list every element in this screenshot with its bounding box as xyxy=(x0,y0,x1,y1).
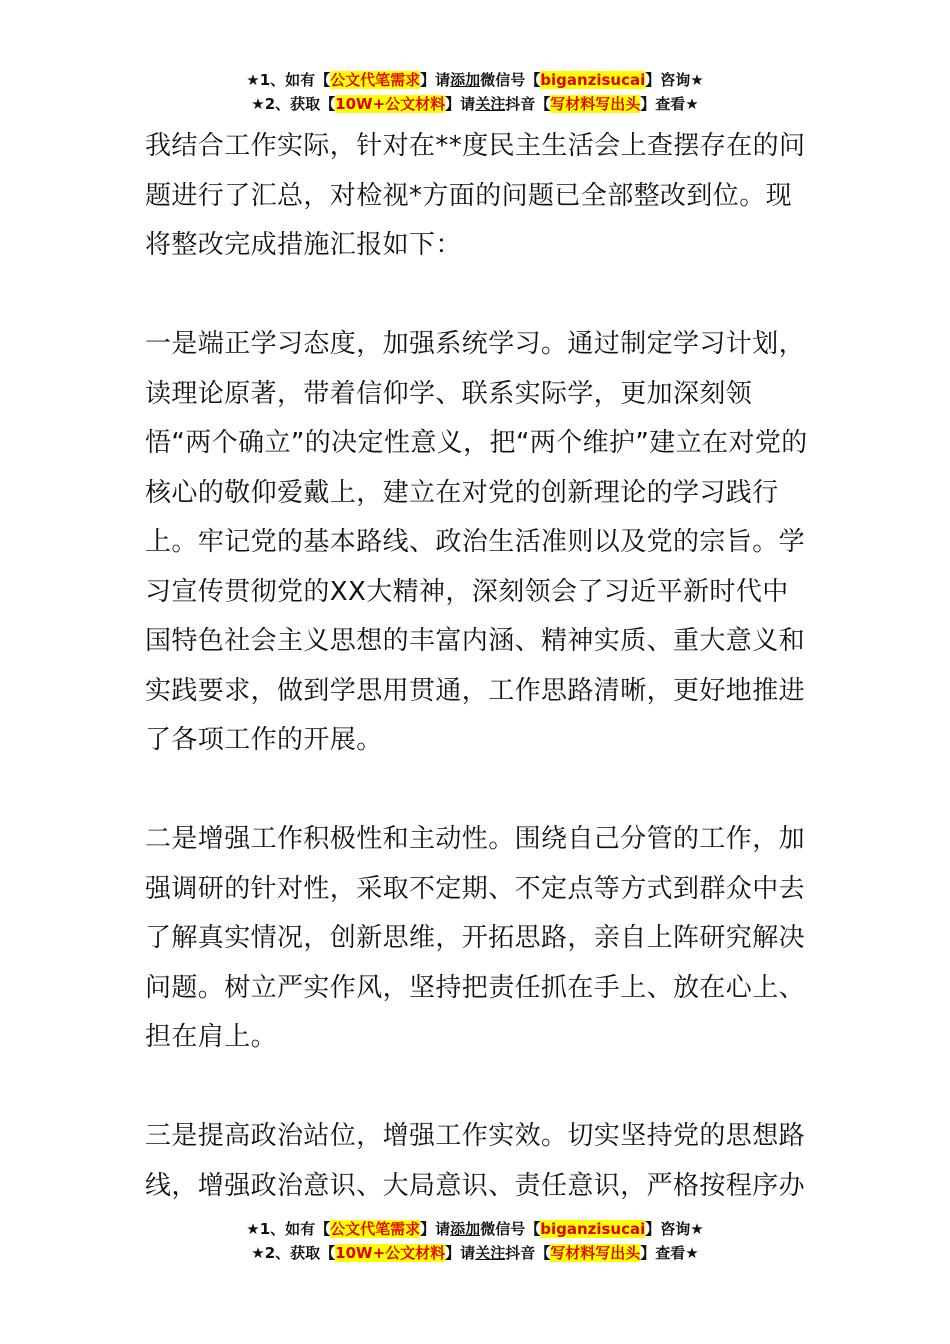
highlight-materials: 10W+公文材料 xyxy=(335,95,446,113)
banner-line-1: ★1、如有【公文代笔需求】请添加微信号【biganzisucai】咨询★ xyxy=(246,1220,704,1238)
highlight-wechat-id: biganzisucai xyxy=(540,1220,646,1238)
star-icon: ★ xyxy=(251,95,265,113)
intro-paragraph: 我结合工作实际，针对在**度民主生活会上查摆存在的问题进行了汇总，对检视*方面的问题已全部整改到位。现将整改完成措施汇报如下： xyxy=(145,131,806,260)
star-icon: ★ xyxy=(690,1220,704,1238)
header-banner xyxy=(0,68,950,116)
banner-line-2: ★2、获取【10W+公文材料】请关注抖音【写材料写出头】查看★ xyxy=(251,1244,699,1262)
banner-line-1: ★1、如有【公文代笔需求】请添加微信号【biganzisucai】咨询★ xyxy=(246,71,704,89)
paragraph-gap xyxy=(145,271,810,321)
paragraph-gap xyxy=(145,766,810,816)
highlight-service: 公文代笔需求 xyxy=(330,71,421,89)
footer-banner xyxy=(0,1217,950,1265)
star-icon: ★ xyxy=(246,71,260,89)
highlight-wechat-id: biganzisucai xyxy=(540,71,646,89)
star-icon: ★ xyxy=(246,1220,260,1238)
paragraph-item-1: 一是端正学习态度，加强系统学习。通过制定学习计划，读理论原著，带着信仰学、联系实际学，更加深刻领悟“两个确立”的决定性意义，把“两个维护”建立在对党的核心的敬仰爱戴上，建立在对党的创新理论的学习践行上。牢记党的基本路线、政治生活准则以及党的宗旨。学习宣传贯彻党的XX大精神，深刻领会了习近平新时代中国特色社会主义思想的丰富内涵、精神实质、重大意义和实践要求，做到学思用贯通，工作思路清晰，更好地推进了各项工作的开展。 xyxy=(145,329,808,755)
star-icon: ★ xyxy=(685,1244,699,1262)
paragraph-item-3: 三是提高政治站位，增强工作实效。切实坚持党的思想路线，增强政治意识、大局意识、责任意识，严格按程序办 xyxy=(145,1121,806,1201)
banner-line-2: ★2、获取【10W+公文材料】请关注抖音【写材料写出头】查看★ xyxy=(251,95,699,113)
paragraph-item-2: 二是增强工作积极性和主动性。围绕自己分管的工作，加强调研的针对性，采取不定期、不定点等方式到群众中去了解真实情况，创新思维，开拓思路，亲自上阵研究解决问题。树立严实作风，坚持把责任抓在手上、放在心上、担在肩上。 xyxy=(145,824,806,1052)
document-body xyxy=(145,122,810,1211)
highlight-materials: 10W+公文材料 xyxy=(335,1244,446,1262)
star-icon: ★ xyxy=(690,71,704,89)
star-icon: ★ xyxy=(685,95,699,113)
highlight-douyin: 写材料写出头 xyxy=(550,1244,641,1262)
star-icon: ★ xyxy=(251,1244,265,1262)
highlight-service: 公文代笔需求 xyxy=(330,1220,421,1238)
paragraph-gap xyxy=(145,1063,810,1113)
highlight-douyin: 写材料写出头 xyxy=(550,95,641,113)
